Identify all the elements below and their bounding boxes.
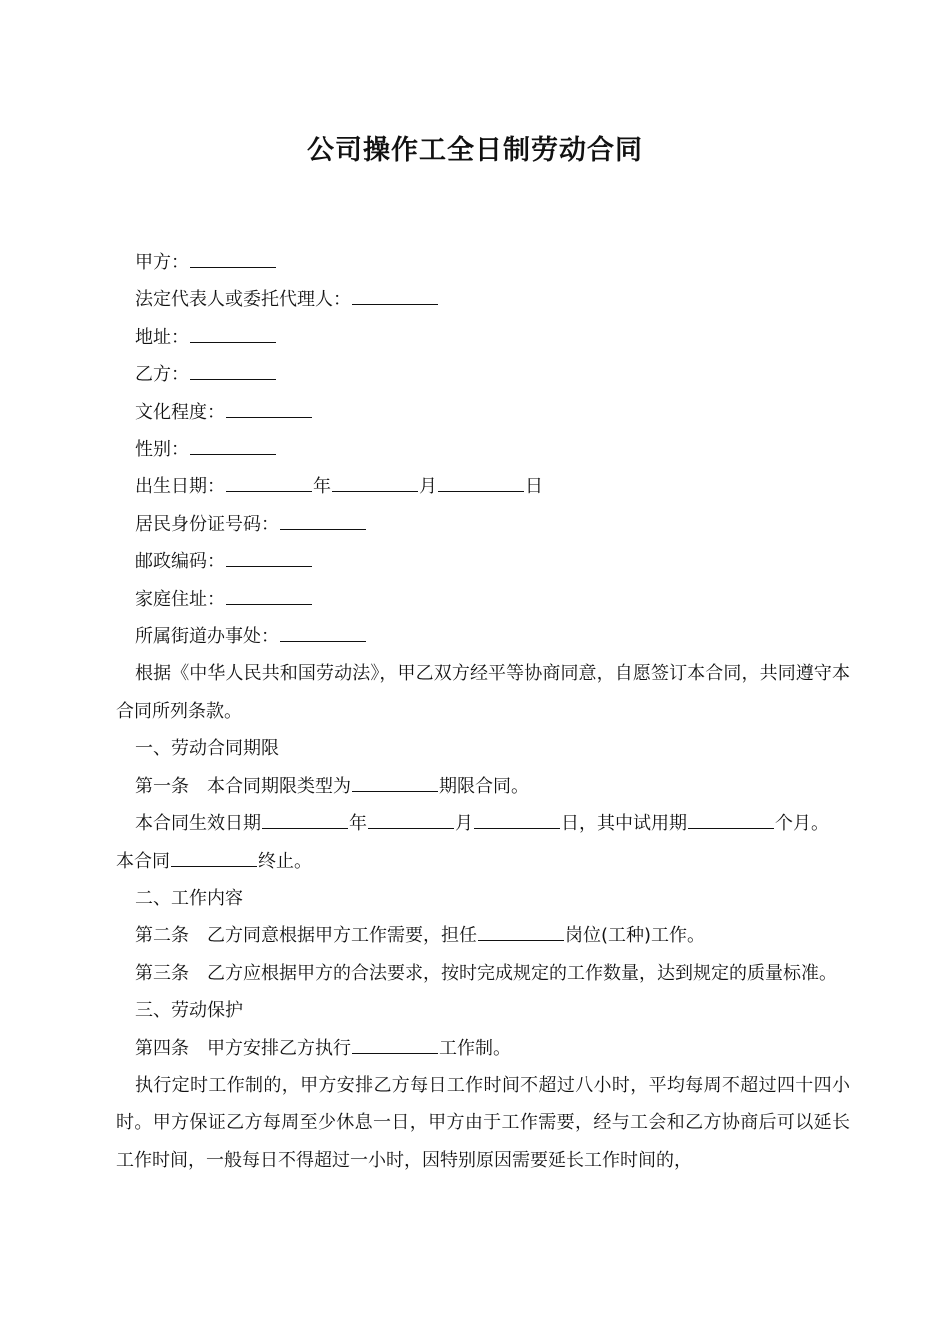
article-label: 第四条 [135,1037,189,1059]
blank-line [226,475,312,492]
day-label: 日 [525,476,543,498]
field-party-b [116,356,850,393]
section-heading: 二、工作内容 [135,887,243,909]
article-1 [116,768,850,805]
blank-line [190,438,276,455]
month-label: 月 [455,813,473,835]
blank-line [688,812,774,829]
blank-line [352,775,438,792]
effective-date-line [116,805,850,842]
article-text: 终止。 [258,850,312,872]
article-text: 本合同 [116,850,170,872]
field-label: 邮政编码： [135,551,225,573]
article-text: 岗位(工种)工作。 [565,925,706,947]
month-label: 月 [419,476,437,498]
article-text: 期限合同。 [439,775,529,797]
article-text: 本合同期限类型为 [207,775,351,797]
end-line [116,843,850,880]
blank-line [332,475,418,492]
year-label: 年 [313,476,331,498]
field-label: 性别： [135,439,189,461]
article-text: 个月。 [775,813,829,835]
article-label: 第三条 [135,962,189,984]
field-label: 居民身份证号码： [135,513,279,535]
section-heading: 三、劳动保护 [135,1000,243,1022]
article-text: 乙方同意根据甲方工作需要，担任 [207,925,477,947]
blank-line [226,550,312,567]
field-birth-date [116,468,850,505]
article-label: 第二条 [135,925,189,947]
field-label: 出生日期： [135,476,225,498]
blank-line [352,1037,438,1054]
article-text: 乙方应根据甲方的合法要求，按时完成规定的工作数量，达到规定的质量标准。 [207,962,837,984]
blank-line [280,625,366,642]
field-label: 甲方： [135,252,189,273]
article-text: 本合同生效日期 [135,813,261,835]
field-label: 文化程度： [135,401,225,423]
document-body [116,244,850,1179]
blank-line [438,475,524,492]
blank-line [368,812,454,829]
working-hours-paragraph: 执行定时工作制的，甲方安排乙方每日工作时间不超过八小时，平均每周不超过四十四小时。甲方保证乙方每周至少休息一日，甲方由于工作需要，经与工会和乙方协商后可以延长工作时间，一般每日不得超过一小时，因特别原因需要延长工作时间的， [116,1074,850,1171]
field-label: 家庭住址： [135,588,225,610]
field-street-office [116,618,850,655]
article-2 [116,917,850,954]
field-label: 所属街道办事处： [135,626,279,648]
blank-line [474,812,560,829]
article-text: 甲方安排乙方执行 [207,1037,351,1059]
blank-line [478,924,564,941]
field-label: 乙方： [135,364,189,386]
article-label: 第一条 [135,775,189,797]
document-title: 公司操作工全日制劳动合同 [307,135,643,166]
field-address [116,319,850,356]
field-legal-rep [116,281,850,318]
blank-line [190,363,276,380]
blank-line [190,326,276,343]
article-4 [116,1030,850,1067]
section-heading: 一、劳动合同期限 [135,738,279,760]
field-label: 法定代表人或委托代理人： [135,289,351,311]
intro-paragraph: 根据《中华人民共和国劳动法》，甲乙双方经平等协商同意，自愿签订本合同，共同遵守本合同所列条款。 [116,663,850,722]
article-text: 日，其中试用期 [561,813,687,835]
field-home-address [116,581,850,618]
article-3 [116,955,850,992]
blank-line [190,251,276,268]
field-label: 地址： [135,326,189,348]
field-education [116,394,850,431]
year-label: 年 [349,813,367,835]
blank-line [171,850,257,867]
blank-line [280,513,366,530]
blank-line [262,812,348,829]
blank-line [352,288,438,305]
field-gender [116,431,850,468]
field-party-a [116,244,850,281]
blank-line [226,401,312,418]
field-postcode [116,543,850,580]
field-id-number [116,506,850,543]
article-text: 工作制。 [439,1037,511,1059]
blank-line [226,588,312,605]
